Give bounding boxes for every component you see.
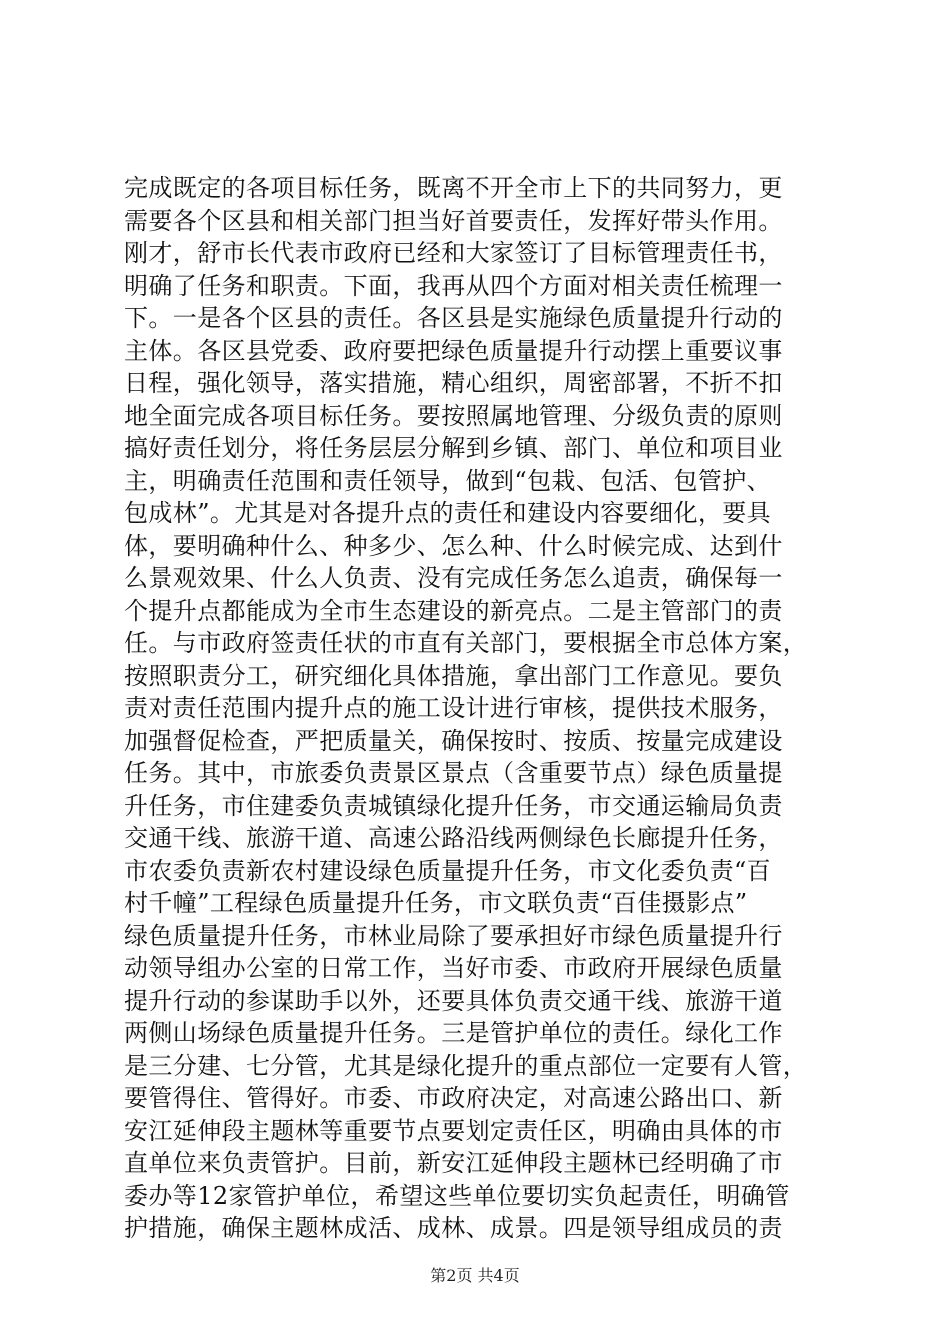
text-line: 升任务，市住建委负责城镇绿化提升任务，市交通运输局负责: [124, 791, 783, 820]
text-line: 护措施，确保主题林成活、成林、成景。四是领导组成员的责: [124, 1214, 783, 1242]
text-line: 主体。各区县党委、政府要把绿色质量提升行动摆上重要议事: [124, 336, 783, 365]
text-line: 委办等12家管护单位，希望这些单位要切实负起责任，明确管: [124, 1181, 790, 1210]
text-line: 搞好责任划分，将任务层层分解到乡镇、部门、单位和项目业: [124, 434, 783, 462]
text-line: 个提升点都能成为全市生态建设的新亮点。二是主管部门的责: [124, 596, 783, 625]
text-line: 村千幢”工程绿色质量提升任务，市文联负责“百佳摄影点”: [124, 889, 748, 917]
text-line: 日程，强化领导，落实措施，精心组织，周密部署，不折不扣: [124, 369, 783, 397]
text-line: 绿色质量提升任务，市林业局除了要承担好市绿色质量提升行: [124, 921, 783, 950]
body-text: [124, 172, 836, 1245]
text-line: 主，明确责任范围和责任领导，做到“包栽、包活、包管护、: [124, 466, 772, 495]
text-line: 直单位来负责管护。目前，新安江延伸段主题林已经明确了市: [124, 1149, 783, 1177]
text-line: 动领导组办公室的日常工作，当好市委、市政府开展绿色质量: [124, 954, 783, 982]
text-line: 地全面完成各项目标任务。要按照属地管理、分级负责的原则: [124, 401, 783, 430]
text-line: 体，要明确种什么、种多少、怎么种、什么时候完成、达到什: [124, 531, 783, 560]
page-footer: 第2页 共4页: [430, 1266, 520, 1285]
text-line: 责对责任范围内提升点的施工设计进行审核，提供技术服务，: [124, 694, 783, 722]
text-line: 市农委负责新农村建设绿色质量提升任务，市文化委负责“百: [124, 856, 772, 885]
text-line: 么景观效果、什么人负责、没有完成任务怎么追责，确保每一: [124, 564, 783, 592]
text-line: 需要各个区县和相关部门担当好首要责任，发挥好带头作用。: [124, 206, 783, 235]
text-line: 是三分建、七分管，尤其是绿化提升的重点部位一定要有人管，: [124, 1051, 808, 1080]
text-line: 安江延伸段主题林等重要节点要划定责任区，明确由具体的市: [124, 1116, 783, 1145]
text-line: 任务。其中，市旅委负责景区景点（含重要节点）绿色质量提: [124, 759, 783, 787]
text-line: 交通干线、旅游干道、高速公路沿线两侧绿色长廊提升任务，: [124, 824, 783, 852]
text-line: 加强督促检查，严把质量关，确保按时、按质、按量完成建设: [124, 726, 783, 755]
text-line: 包成林”。尤其是对各提升点的责任和建设内容要细化，要具: [124, 499, 772, 527]
text-line: 刚才，舒市长代表市政府已经和大家签订了目标管理责任书，: [124, 239, 783, 267]
text-line: 任。与市政府签责任状的市直有关部门，要根据全市总体方案，: [124, 629, 808, 657]
text-line: 明确了任务和职责。下面，我再从四个方面对相关责任梳理一: [124, 271, 783, 300]
text-line: 要管得住、管得好。市委、市政府决定，对高速公路出口、新: [124, 1084, 783, 1112]
text-line: 两侧山场绿色质量提升任务。三是管护单位的责任。绿化工作: [124, 1019, 783, 1047]
text-line: 按照职责分工，研究细化具体措施，拿出部门工作意见。要负: [124, 661, 783, 690]
text-line: 提升行动的参谋助手以外，还要具体负责交通干线、旅游干道: [124, 986, 783, 1015]
text-line: 完成既定的各项目标任务，既离不开全市上下的共同努力，更: [124, 174, 783, 202]
text-line: 下。一是各个区县的责任。各区县是实施绿色质量提升行动的: [124, 304, 783, 332]
